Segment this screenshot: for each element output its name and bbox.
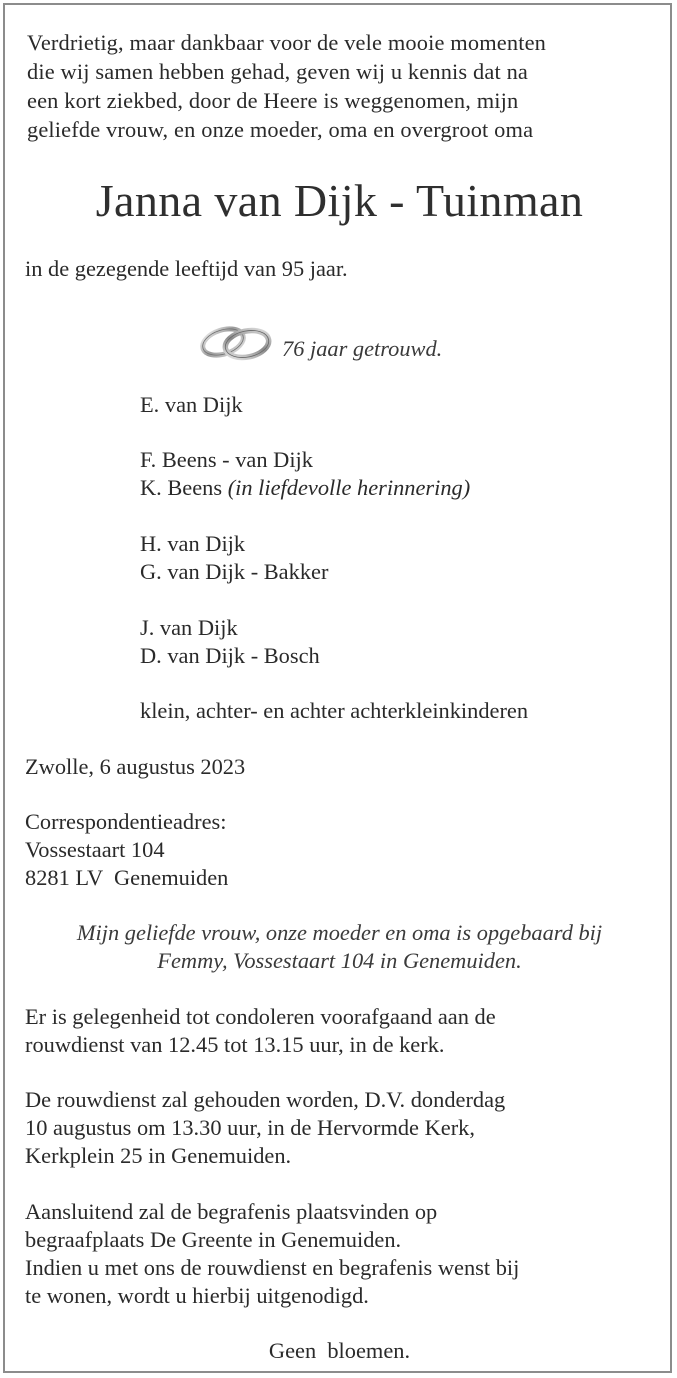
family-e: E. van Dijk	[140, 392, 243, 417]
intro-line-3: een kort ziekbed, door de Heere is weggenomen, mijn	[27, 88, 519, 113]
correspondence-label: Correspondentieadres:	[25, 809, 227, 834]
place-date: Zwolle, 6 augustus 2023	[25, 754, 246, 779]
family-j: J. van Dijk	[140, 615, 238, 640]
obituary-card	[3, 3, 672, 1373]
family-d: D. van Dijk - Bosch	[140, 643, 320, 668]
condolence-line-1: Er is gelegenheid tot condoleren voorafgaand aan de	[25, 1004, 496, 1029]
intro-line-4: geliefde vrouw, en onze moeder, oma en overgroot oma	[27, 117, 534, 142]
service-line-1: De rouwdienst zal gehouden worden, D.V. donderdag	[25, 1087, 506, 1112]
no-flowers: Geen bloemen.	[268, 1338, 411, 1363]
laid-out-line-1: Mijn geliefde vrouw, onze moeder en oma is opgebaard bij	[76, 920, 603, 945]
family-g: G. van Dijk - Bakker	[140, 559, 329, 584]
marriage-text: 76 jaar getrouwd.	[282, 336, 443, 361]
age-line: in de gezegende leeftijd van 95 jaar.	[25, 256, 348, 281]
correspondence-postal: 8281 LV Genemuiden	[25, 865, 229, 890]
burial-line-4: te wonen, wordt u hierbij uitgenodigd.	[25, 1283, 369, 1308]
grandchildren-line: klein, achter- en achter achterkleinkinderen	[140, 698, 529, 723]
family-k-note: (in liefdevolle herinnering)	[227, 475, 471, 500]
family-k-name: K. Beens	[140, 475, 223, 500]
service-line-2: 10 augustus om 13.30 uur, in de Hervormde Kerk,	[25, 1115, 475, 1140]
condolence-line-2: rouwdienst van 12.45 tot 13.15 uur, in de kerk.	[25, 1032, 445, 1057]
intro-line-1: Verdrietig, maar dankbaar voor de vele mooie momenten	[27, 30, 547, 55]
deceased-name: Janna van Dijk - Tuinman	[95, 175, 584, 226]
correspondence-street: Vossestaart 104	[25, 837, 165, 862]
family-f: F. Beens - van Dijk	[140, 447, 313, 472]
burial-line-2: begraafplaats De Greente in Genemuiden.	[25, 1227, 402, 1252]
family-k	[140, 474, 470, 502]
burial-line-1: Aansluitend zal de begrafenis plaatsvinden op	[25, 1199, 438, 1224]
laid-out-line-2: Femmy, Vossestaart 104 in Genemuiden.	[157, 948, 522, 973]
family-h: H. van Dijk	[140, 531, 246, 556]
wedding-rings-icon	[197, 321, 275, 363]
intro-line-2: die wij samen hebben gehad, geven wij u kennis dat na	[27, 59, 529, 84]
service-line-3: Kerkplein 25 in Genemuiden.	[25, 1143, 292, 1168]
burial-line-3: Indien u met ons de rouwdienst en begrafenis wenst bij	[25, 1255, 520, 1280]
